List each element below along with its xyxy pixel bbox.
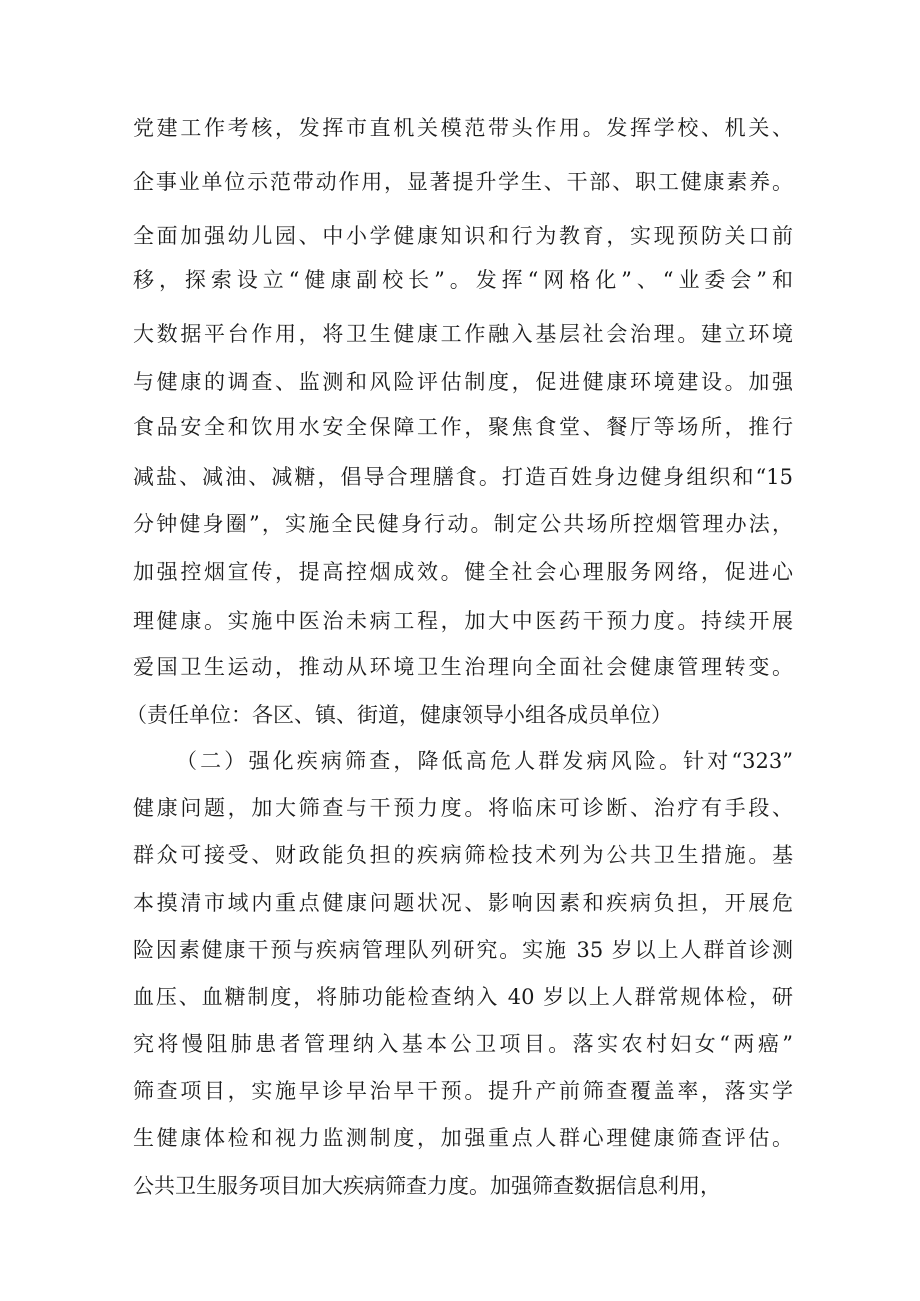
text-line: 群众可接受、财政能负担的疾病筛检技术列为公共卫生措施。基 bbox=[133, 843, 793, 867]
text-line: 本摸清市域内重点健康问题状况、影响因素和疾病负担，开展危 bbox=[133, 891, 793, 915]
text-line: 理健康。实施中医治未病工程，加大中医药干预力度。持续开展 bbox=[133, 609, 793, 633]
text-line-responsible-units: （责任单位：各区、镇、街道，健康领导小组各成员单位） bbox=[126, 703, 672, 727]
text-line: 加强控烟宣传，提高控烟成效。健全社会心理服务网络，促进心 bbox=[133, 560, 793, 584]
text-line: 筛查项目，实施早诊早治早干预。提升产前筛查覆盖率，落实学 bbox=[133, 1079, 793, 1103]
text-line: 血压、血糖制度，将肺功能检查纳入 40 岁以上人群常规体检，研 bbox=[133, 985, 793, 1009]
section-heading-line: （二）强化疾病筛查，降低高危人群发病风险。针对“323” bbox=[176, 749, 793, 773]
text-line: 爱国卫生运动，推动从环境卫生治理向全面社会健康管理转变。 bbox=[133, 655, 793, 679]
text-line: 食品安全和饮用水安全保障工作，聚焦食堂、餐厅等场所，推行 bbox=[133, 415, 793, 439]
text-line: 大数据平台作用，将卫生健康工作融入基层社会治理。建立环境 bbox=[133, 322, 793, 346]
text-line: 全面加强幼儿园、中小学健康知识和行为教育，实现预防关口前 bbox=[133, 224, 793, 248]
text-line: 健康问题，加大筛查与干预力度。将临床可诊断、治疗有手段、 bbox=[133, 796, 793, 820]
text-line: 企事业单位示范带动作用，显著提升学生、干部、职工健康素养。 bbox=[133, 170, 793, 194]
text-line: 减盐、减油、减糖，倡导合理膳食。打造百姓身边健身组织和“15 bbox=[133, 465, 793, 489]
text-line: 究将慢阻肺患者管理纳入基本公卫项目。落实农村妇女“两癌” bbox=[133, 1032, 793, 1056]
text-line: 党建工作考核，发挥市直机关模范带头作用。发挥学校、机关、 bbox=[133, 116, 793, 140]
text-line: 分钟健身圈”，实施全民健身行动。制定公共场所控烟管理办法， bbox=[133, 512, 793, 536]
text-line: 公共卫生服务项目加大疾病筛查力度。加强筛查数据信息利用， bbox=[133, 1174, 721, 1198]
text-line: 生健康体检和视力监测制度，加强重点人群心理健康筛查评估。 bbox=[133, 1126, 793, 1150]
text-line: 险因素健康干预与疾病管理队列研究。实施 35 岁以上人群首诊测 bbox=[133, 938, 793, 962]
text-line: 移，探索设立“健康副校长”。发挥“网格化”、“业委会”和 bbox=[133, 268, 793, 292]
text-line: 与健康的调查、监测和风险评估制度，促进健康环境建设。加强 bbox=[133, 370, 793, 394]
